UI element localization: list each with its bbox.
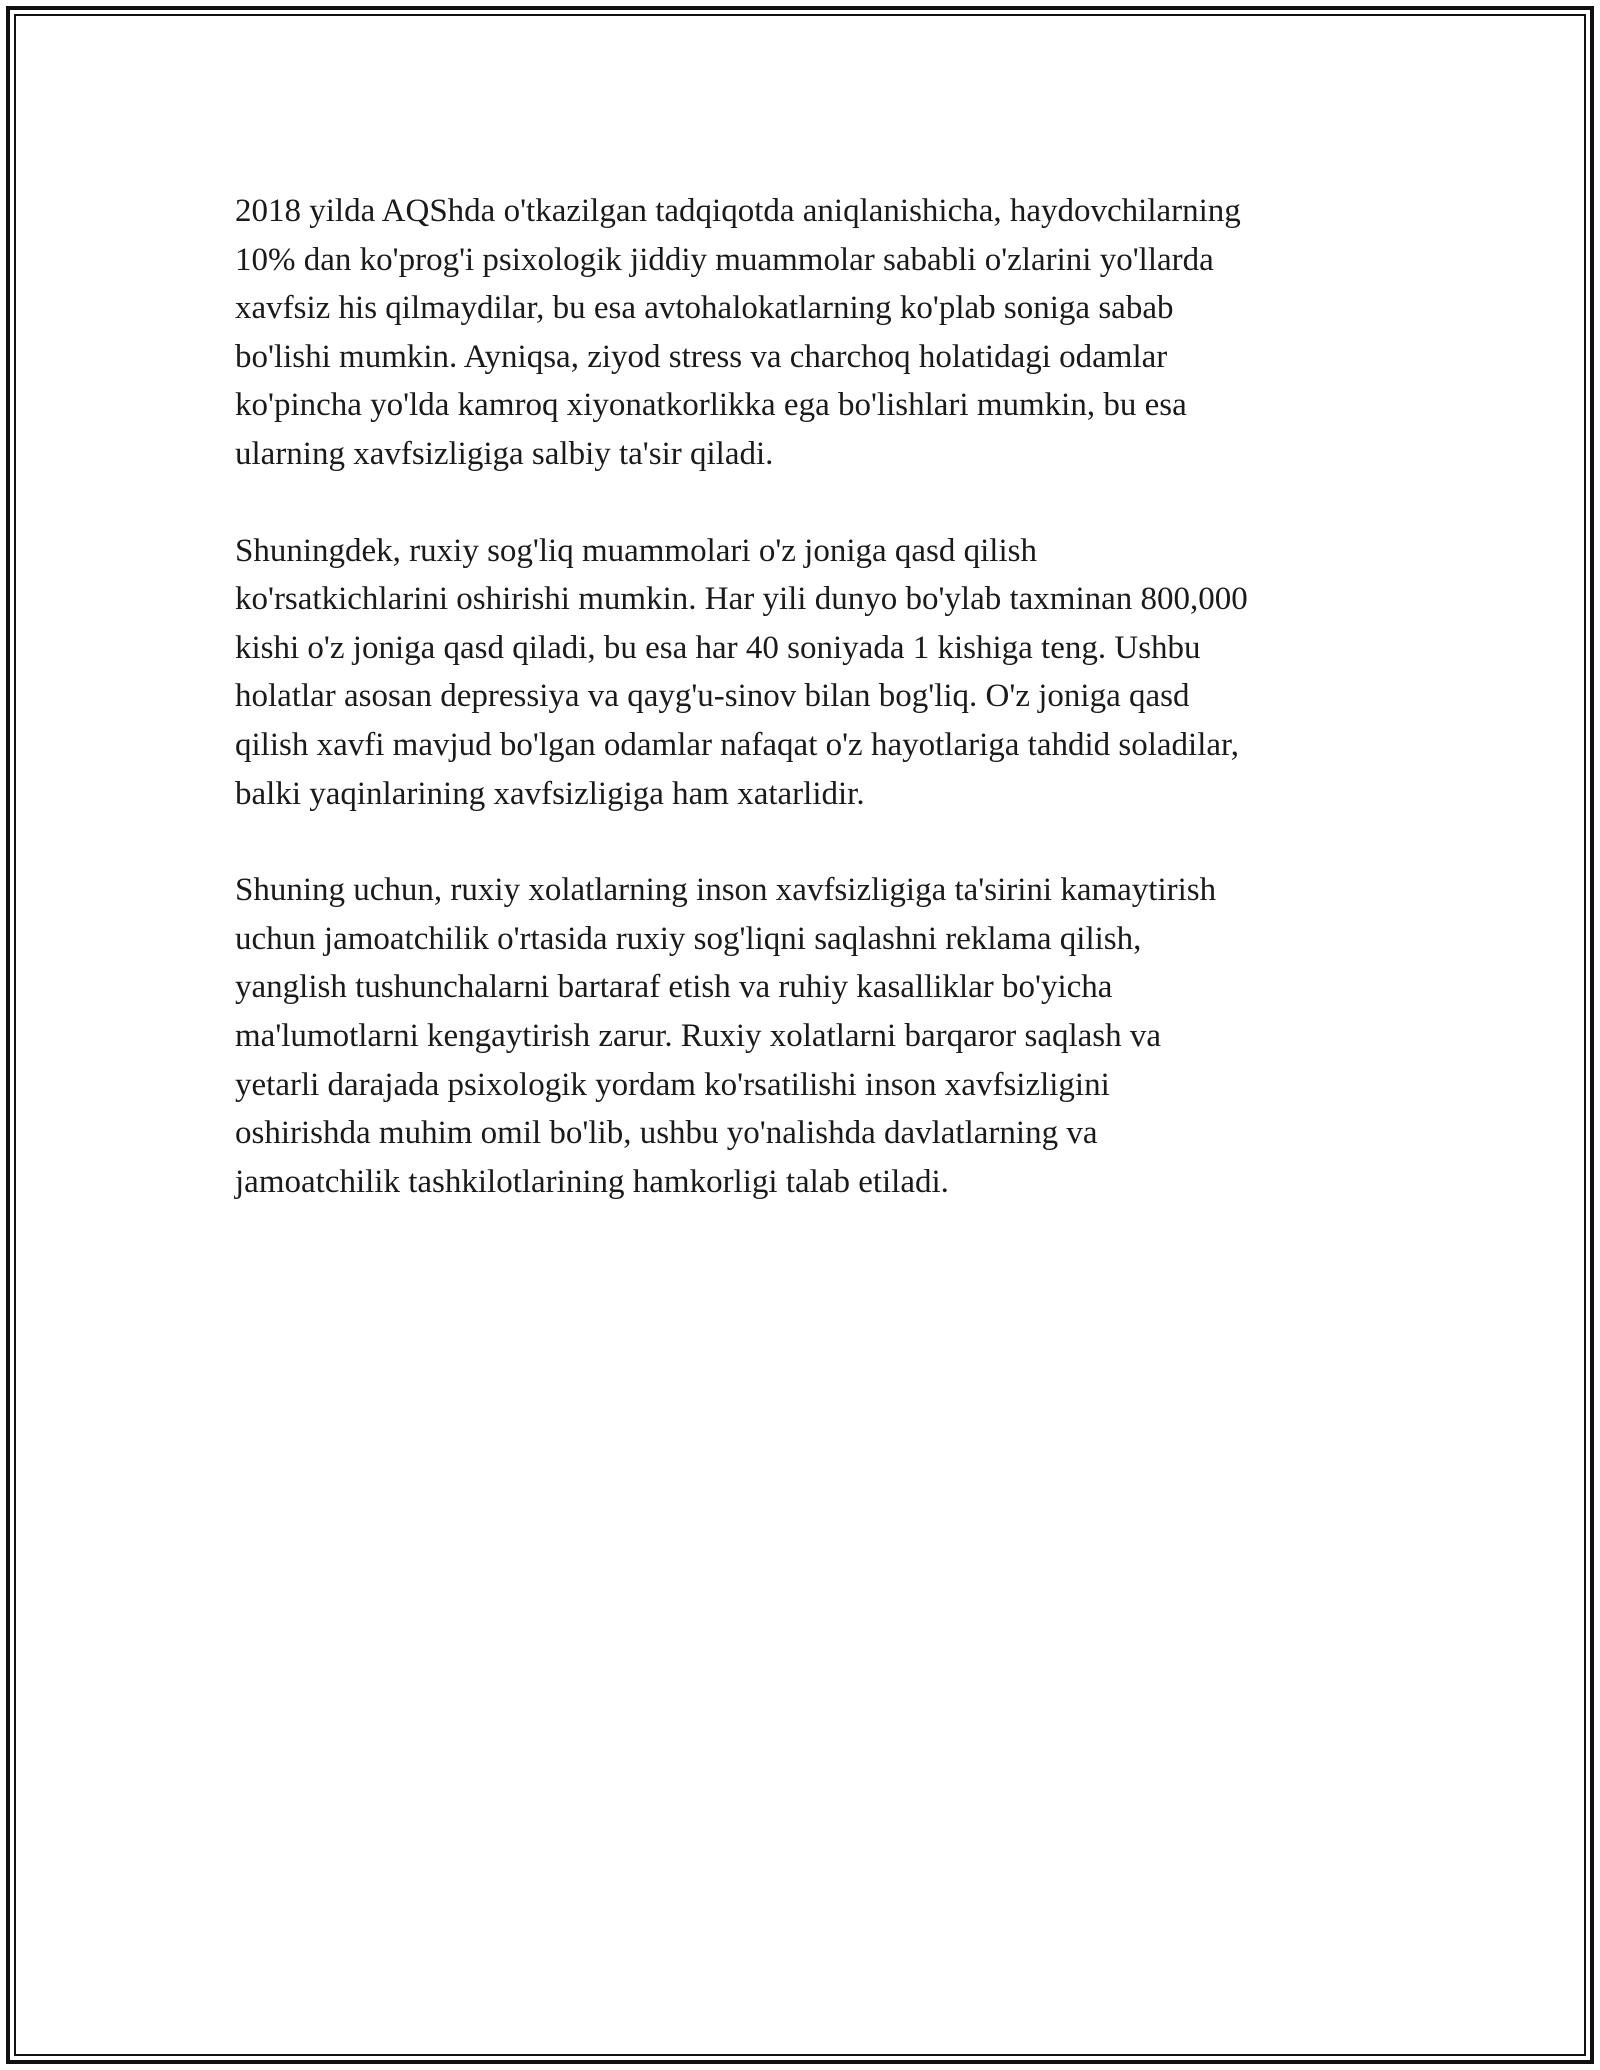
paragraph-line: yanglish tushunchalarni bartaraf etish va ruhiy kasalliklar bo'yicha [235,969,1113,1006]
paragraph-line: ko'rsatkichlarini oshirishi mumkin. Har yili dunyo bo'ylab taxminan 800,000 [235,581,1248,618]
paragraph-line: holatlar asosan depressiya va qayg'u-sinov bilan bog'liq. O'z joniga qasd [235,678,1190,715]
paragraph-line: bo'lishi mumkin. Ayniqsa, ziyod stress va charchoq holatidagi odamlar [235,338,1168,375]
paragraph-line: qilish xavfi mavjud bo'lgan odamlar nafaqat o'z hayotlariga tahdid soladilar, [235,726,1239,763]
paragraph-line: ma'lumotlarni kengaytirish zarur. Ruxiy xolatlarni barqaror saqlash va [235,1017,1162,1054]
paragraph-line: 2018 yilda AQShda o'tkazilgan tadqiqotda aniqlanishicha, haydovchilarning [235,193,1241,229]
paragraph-3 [235,866,1375,1206]
paragraph-line: kishi o'z joniga qasd qiladi, bu esa har 40 soniyada 1 kishiga teng. Ushbu [235,629,1201,666]
paragraph-line: oshirishda muhim omil bo'lib, ushbu yo'nalishda davlatlarning va [235,1115,1098,1152]
paragraph-line: jamoatchilik tashkilotlarining hamkorligi talab etiladi. [235,1163,949,1200]
paragraph-1 [235,187,1375,479]
paragraph-line: Shuning uchun, ruxiy xolatlarning inson xavfsizligiga ta'sirini kamaytirish [235,872,1217,909]
document-body [235,187,1375,1254]
paragraph-line: yetarli darajada psixologik yordam ko'rsatilishi inson xavfsizligini [235,1066,1110,1103]
paragraph-line: 10% dan ko'prog'i psixologik jiddiy muammolar sababli o'zlarini yo'llarda [235,241,1214,278]
paragraph-line: balki yaqinlarining xavfsizligiga ham xatarlidir. [235,775,865,812]
paragraph-line: ko'pincha yo'lda kamroq xiyonatkorlikka ega bo'lishlari mumkin, bu esa [235,387,1187,424]
paragraph-line: xavfsiz his qilmaydilar, bu esa avtohalokatlarning ko'plab soniga sabab [235,290,1174,327]
paragraph-2 [235,527,1375,819]
paragraph-line: uchun jamoatchilik o'rtasida ruxiy sog'liqni saqlashni reklama qilish, [235,920,1142,957]
paragraph-line: ularning xavfsizligiga salbiy ta'sir qiladi. [235,435,774,472]
paragraph-line: Shuningdek, ruxiy sog'liq muammolari o'z joniga qasd qilish [235,532,1037,569]
